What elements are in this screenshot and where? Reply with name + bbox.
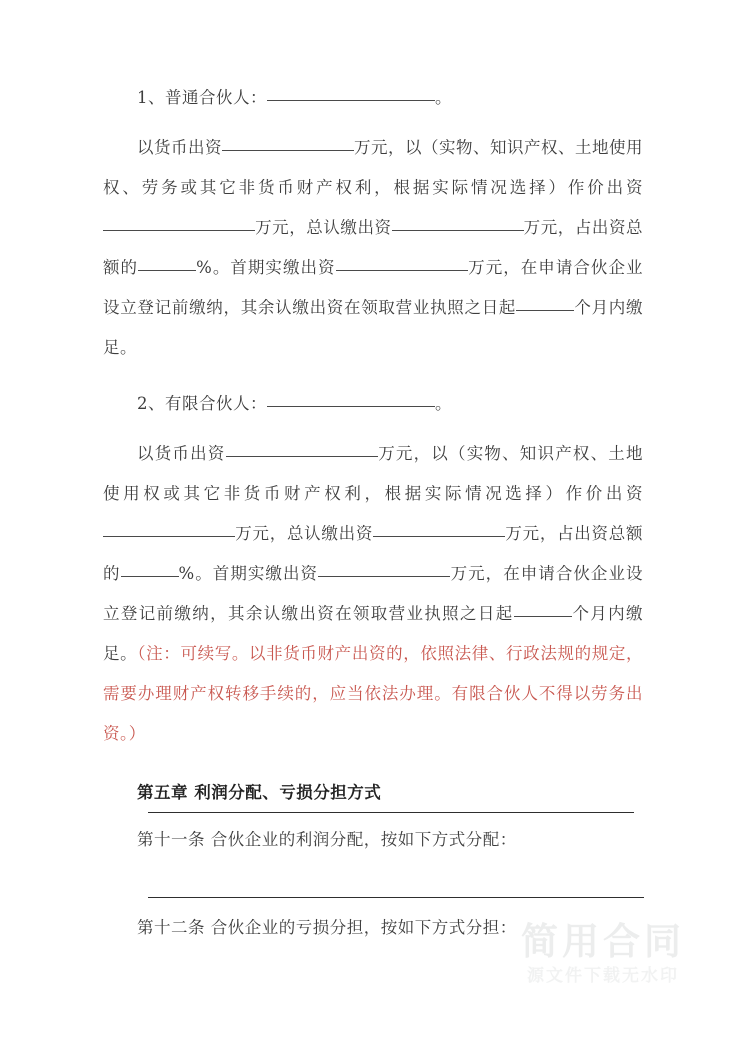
gp-contrib-text-e: %。首期实缴出资 bbox=[196, 258, 336, 277]
limited-partner-contribution-paragraph bbox=[103, 434, 643, 754]
gp-contrib-text-d: 万元，占出资总额的 bbox=[103, 218, 643, 277]
gp-contrib-text-c: 万元，总认缴出资 bbox=[255, 218, 392, 237]
gp-percentage-blank[interactable] bbox=[138, 270, 196, 271]
spacer bbox=[103, 368, 643, 384]
chapter-five-heading: 第五章 利润分配、亏损分担方式 bbox=[137, 783, 382, 802]
lp-contrib-text-d: 万元，占出资总额的 bbox=[103, 524, 644, 583]
spacer-article-eleven-fill bbox=[103, 860, 643, 908]
gp-first-paid-blank[interactable] bbox=[336, 270, 468, 271]
article-twelve: 第十二条 合伙企业的亏损分担，按如下方式分担： bbox=[137, 918, 517, 937]
gp-contrib-text-b: 万元，以（实物、知识产权、土地使用权、劳务或其它非货币财产权利，根据实际情况选择）作价出资 bbox=[103, 138, 643, 197]
spacer bbox=[103, 424, 643, 434]
gp-contrib-text-a: 以货币出资 bbox=[137, 138, 222, 157]
general-partner-item bbox=[103, 78, 643, 118]
lp-contrib-text-e: %。首期实缴出资 bbox=[178, 564, 319, 583]
gp-contrib-text-f: 万元，在申请合伙企业设立登记前缴纳，其余认缴出资在领取营业执照之日起 bbox=[103, 258, 644, 317]
lp-noncash-amount-blank[interactable] bbox=[103, 536, 235, 537]
limited-partner-name-blank[interactable] bbox=[267, 406, 435, 407]
lp-contrib-text-c: 万元，总认缴出资 bbox=[235, 524, 374, 543]
gp-contrib-text-g: 个月内缴足。 bbox=[103, 298, 644, 357]
limited-partner-trailing: 。 bbox=[435, 394, 452, 413]
document-body bbox=[103, 78, 643, 948]
limited-partner-label: 2、有限合伙人： bbox=[137, 394, 267, 413]
lp-first-paid-blank[interactable] bbox=[318, 576, 450, 577]
lp-contrib-text-b: 万元，以（实物、知识产权、土地使用权或其它非货币财产权利，根据实际情况选择）作价出资 bbox=[103, 444, 643, 503]
lp-total-subscribed-blank[interactable] bbox=[373, 536, 505, 537]
article-eleven: 第十一条 合伙企业的利润分配，按如下方式分配： bbox=[137, 830, 517, 849]
lp-contrib-text-a: 以货币出资 bbox=[137, 444, 226, 463]
general-partner-trailing: 。 bbox=[435, 88, 452, 107]
lp-cash-amount-blank[interactable] bbox=[226, 456, 378, 457]
lp-months-blank[interactable] bbox=[514, 616, 572, 617]
watermark-main-text: 简用合同 bbox=[521, 920, 685, 963]
loss-sharing-fill-line[interactable] bbox=[148, 897, 644, 898]
lp-percentage-blank[interactable] bbox=[121, 576, 179, 577]
limited-partner-red-note: （注：可续写。以非货币财产出资的，依照法律、行政法规的规定，需要办理财产权转移手续的，应当依法办理。有限合伙人不得以劳务出资。） bbox=[103, 644, 644, 743]
gp-total-subscribed-blank[interactable] bbox=[392, 230, 524, 231]
gp-noncash-amount-blank[interactable] bbox=[103, 230, 255, 231]
spacer bbox=[103, 754, 643, 776]
gp-months-blank[interactable] bbox=[516, 310, 574, 311]
general-partner-contribution-paragraph bbox=[103, 128, 643, 368]
lp-contrib-text-g: 个月内缴足。 bbox=[103, 604, 644, 663]
spacer bbox=[103, 118, 643, 128]
profit-distribution-fill-line[interactable] bbox=[148, 812, 634, 813]
watermark-sub-text: 源文件下载无水印 bbox=[527, 966, 679, 986]
limited-partner-item bbox=[103, 384, 643, 424]
lp-contrib-text-f: 万元，在申请合伙企业设立登记前缴纳，其余认缴出资在领取营业执照之日起 bbox=[103, 564, 644, 623]
general-partner-name-blank[interactable] bbox=[267, 100, 435, 101]
gp-cash-amount-blank[interactable] bbox=[222, 150, 354, 151]
general-partner-label: 1、普通合伙人： bbox=[137, 88, 267, 107]
